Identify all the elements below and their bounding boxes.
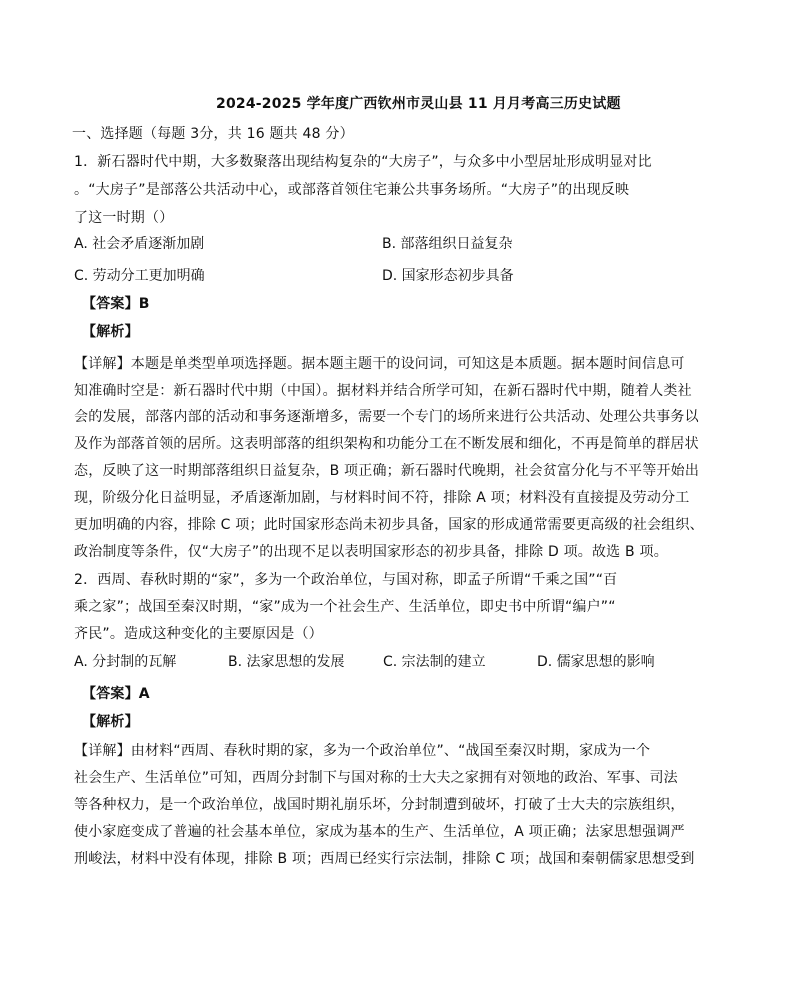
q2-detail-line-1: 【详解】由材料“西周、春秋时期的家，多为一个政治单位”、“战国至秦汉时期，家成为一个 [74,743,651,759]
q1-detail-line-4: 及作为部落首领的居所。这表明部落的组织架构和功能分工在不断发展和细化，不再是简单的群居状 [74,436,699,452]
q2-detail-line-3: 等各种权力，是一个政治单位，战国时期礼崩乐坏，分封制遭到破坏，打破了士大夫的宗族组织， [74,797,685,813]
section-heading: 一、选择题（每题 3分，共 16 题共 48 分） [72,126,354,142]
q2-answer: 【答案】A [82,686,150,702]
q1-stem-line-3: 了这一时期（） [74,210,174,226]
q2-detail-line-5: 刑峻法，材料中没有体现，排除 B 项；西周已经实行宗法制，排除 C 项；战国和秦朝儒家思想受到 [74,851,695,867]
q2-analysis-label: 【解析】 [82,714,139,730]
q1-stem-line-2: 。“大房子”是部落公共活动中心，或部落首领住宅兼公共事务场所。“大房子”的出现反映 [74,182,630,198]
q2-stem-line-1: 2．西周、春秋时期的“家”，多为一个政治单位，与国对称，即孟子所谓“千乘之国”“百 [74,572,618,588]
q2-option-b: B. 法家思想的发展 [228,654,345,670]
q1-detail-line-8: 政治制度等条件，仅“大房子”的出现不足以表明国家形态的初步具备，排除 D 项。故选 B 项。 [74,544,668,560]
q2-option-d: D. 儒家思想的影响 [537,654,655,670]
q2-stem-line-2: 乘之家”；战国至秦汉时期，“家”成为一个社会生产、生活单位，即史书中所谓“编户”“ [74,599,616,615]
q1-detail-line-3: 会的发展，部落内部的活动和事务逐渐增多，需要一个专门的场所来进行公共活动、处理公共事务以 [74,409,699,425]
q1-option-c: C. 劳动分工更加明确 [74,268,205,284]
document-title: 2024-2025 学年度广西钦州市灵山县 11 月月考高三历史试题 [216,96,621,112]
q1-option-a: A. 社会矛盾逐渐加剧 [74,236,205,252]
q2-detail-line-4: 使小家庭变成了普遍的社会基本单位，家成为基本的生产、生活单位，A 项正确；法家思想强调严 [74,824,685,840]
q2-detail-line-2: 社会生产、生活单位”可知，西周分封制下与国对称的士大夫之家拥有对领地的政治、军事、司法 [74,770,678,786]
q1-detail-line-6: 现，阶级分化日益明显，矛盾逐渐加剧，与材料时间不符，排除 A 项；材料没有直接提及劳动分工 [74,490,690,506]
q1-option-b: B. 部落组织日益复杂 [382,236,513,252]
q1-detail-line-2: 知准确时空是：新石器时代中期（中国）。据材料并结合所学可知，在新石器时代中期，随着人类社 [74,383,692,399]
q1-detail-line-5: 态，反映了这一时期部落组织日益复杂，B 项正确；新石器时代晚期，社会贫富分化与不平等开始出 [74,463,700,479]
q2-option-a: A. 分封制的瓦解 [74,654,177,670]
q1-answer: 【答案】B [82,296,150,312]
q1-option-d: D. 国家形态初步具备 [382,268,514,284]
q1-detail-line-7: 更加明确的内容，排除 C 项；此时国家形态尚未初步具备，国家的形成通常需要更高级的社会组织、 [74,517,704,533]
q2-stem-line-3: 齐民”。造成这种变化的主要原因是（） [74,626,323,642]
q2-option-c: C. 宗法制的建立 [383,654,486,670]
q1-stem-line-1: 1．新石器时代中期，大多数聚落出现结构复杂的“大房子”，与众多中小型居址形成明显对比 [74,154,652,170]
q1-analysis-label: 【解析】 [82,324,139,340]
q1-detail-line-1: 【详解】本题是单类型单项选择题。据本题主题干的设问词，可知这是本质题。据本题时间信息可 [74,356,685,372]
